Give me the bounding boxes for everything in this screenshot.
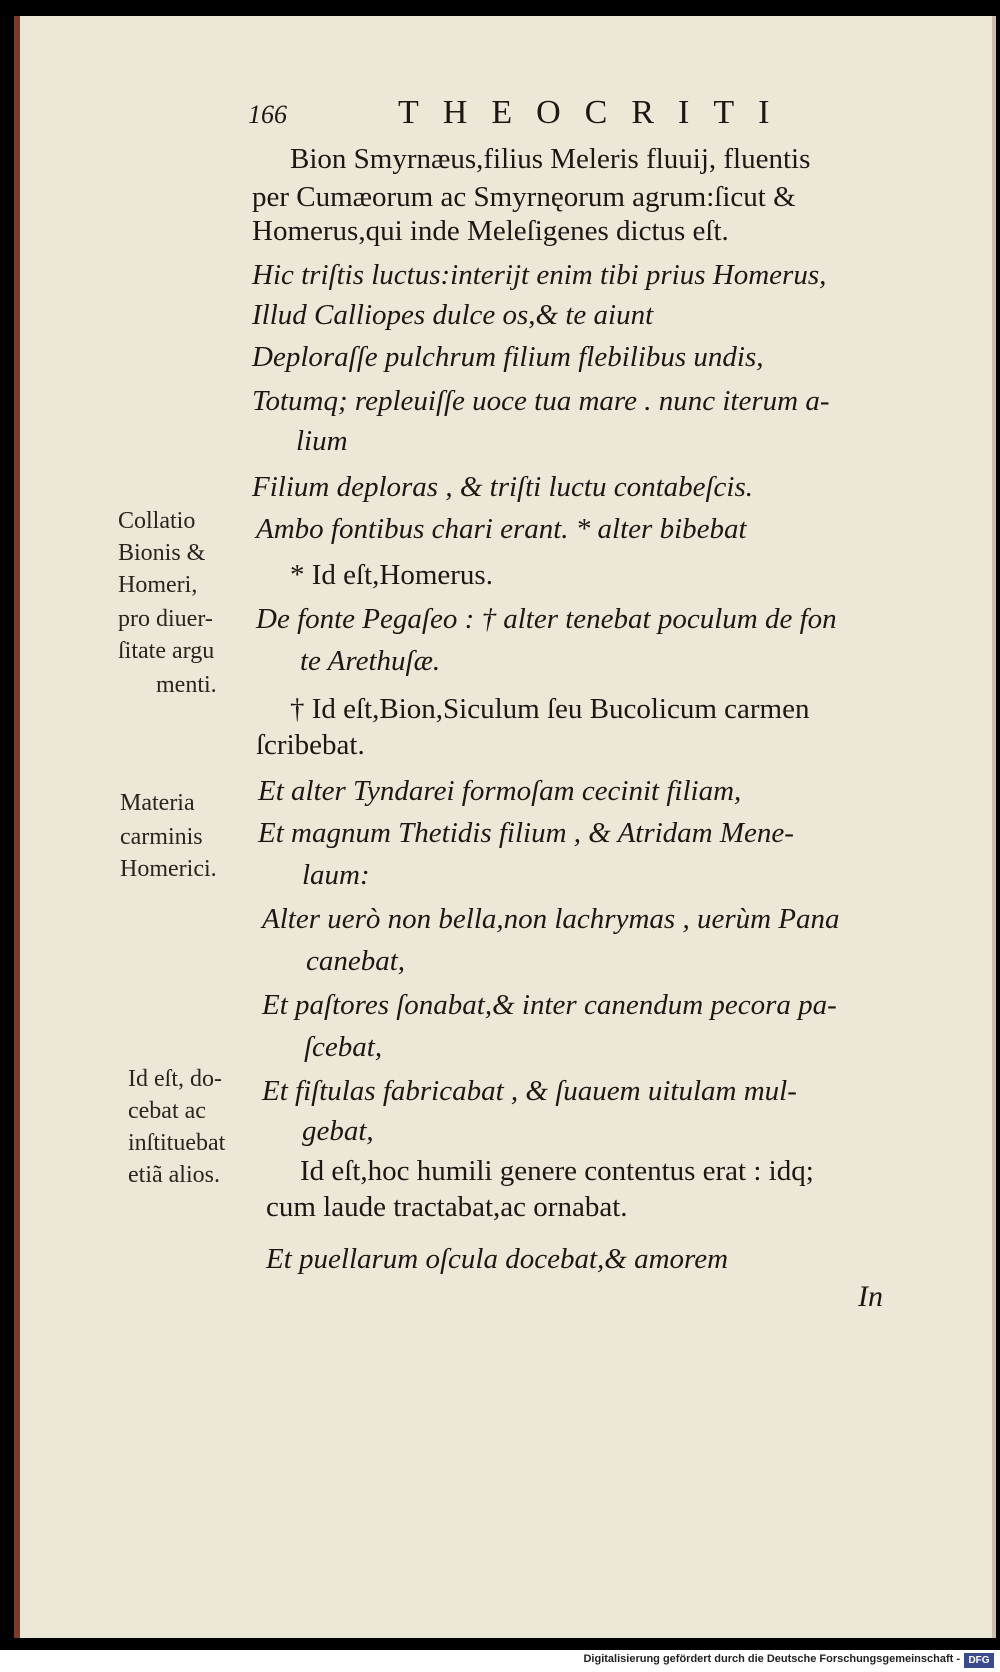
text-line: cum laude tractabat,ac ornabat. bbox=[266, 1191, 628, 1223]
text-line: † Id eſt,Bion,Siculum ſeu Bucolicum carmen bbox=[290, 693, 810, 725]
margin-note-line: Materia bbox=[120, 790, 195, 816]
digitization-credit: Digitalisierung gefördert durch die Deutsche Forschungsgemeinschaft - bbox=[583, 1653, 960, 1665]
verse-line: canebat, bbox=[306, 945, 406, 977]
verse-line: Et paſtores ſonabat,& inter canendum pecora pa- bbox=[262, 989, 837, 1021]
text-line: ſcribebat. bbox=[256, 729, 365, 761]
verse-line: Totumq; repleuiſſe uoce tua mare . nunc iterum a- bbox=[252, 385, 830, 417]
margin-note-line: carminis bbox=[120, 824, 203, 850]
catchword: In bbox=[858, 1280, 883, 1313]
margin-note-line: cebat ac bbox=[128, 1098, 206, 1124]
verse-line: gebat, bbox=[302, 1115, 374, 1147]
margin-note-line: Homerici. bbox=[120, 856, 217, 882]
verse-line: Deploraſſe pulchrum filium flebilibus undis, bbox=[252, 341, 764, 373]
margin-note-line: inſtituebat bbox=[128, 1130, 226, 1156]
running-head: THEOCRITI bbox=[398, 94, 794, 131]
text-line: per Cumæorum ac Smyrnęorum agrum:ſicut & bbox=[252, 181, 796, 213]
margin-note-line: menti. bbox=[156, 672, 217, 698]
margin-note-line: pro diuer- bbox=[118, 606, 213, 632]
verse-line: Et alter Tyndarei formoſam cecinit filiam, bbox=[258, 775, 742, 807]
verse-line: Et puellarum oſcula docebat,& amorem bbox=[266, 1243, 729, 1275]
text-line: * Id eſt,Homerus. bbox=[290, 559, 493, 591]
margin-note-line: etiã alios. bbox=[128, 1162, 220, 1188]
verse-line: Illud Calliopes dulce os,& te aiunt bbox=[252, 299, 654, 331]
text-line: Homerus,qui inde Meleſigenes dictus eſt. bbox=[252, 215, 729, 247]
verse-line: Hic triſtis luctus:interijt enim tibi prius Homerus, bbox=[252, 259, 827, 291]
margin-note-line: ſitate argu bbox=[118, 638, 215, 664]
verse-line: De fonte Pegaſeo : † alter tenebat poculum de fon bbox=[256, 603, 837, 635]
text-line: Id eſt,hoc humili genere contentus erat : idq; bbox=[300, 1155, 814, 1187]
verse-line: te Arethuſæ. bbox=[300, 645, 441, 677]
verse-line: laum: bbox=[302, 859, 370, 891]
verse-line: Ambo fontibus chari erant. * alter bibebat bbox=[256, 513, 747, 545]
page-number: 166 bbox=[248, 100, 287, 129]
footer-bar bbox=[0, 1650, 1000, 1672]
margin-note-line: Collatio bbox=[118, 508, 196, 534]
verse-line: Et magnum Thetidis filium , & Atridam Mene- bbox=[258, 817, 794, 849]
margin-note-line: Homeri, bbox=[118, 572, 198, 598]
dfg-logo: DFG bbox=[964, 1653, 994, 1668]
verse-line: ſcebat, bbox=[304, 1031, 383, 1063]
text-line: Bion Smyrnæus,filius Meleris fluuij, fluentis bbox=[290, 143, 811, 175]
margin-note-line: Bionis & bbox=[118, 540, 206, 566]
verse-line: lium bbox=[296, 425, 348, 457]
verse-line: Alter uerò non bella,non lachrymas , uerùm Pana bbox=[262, 903, 840, 935]
verse-line: Et fiſtulas fabricabat , & ſuauem uitulam mul- bbox=[262, 1075, 797, 1107]
verse-line: Filium deploras , & triſti luctu contabeſcis. bbox=[252, 471, 754, 503]
margin-note-line: Id eſt, do- bbox=[128, 1066, 222, 1092]
